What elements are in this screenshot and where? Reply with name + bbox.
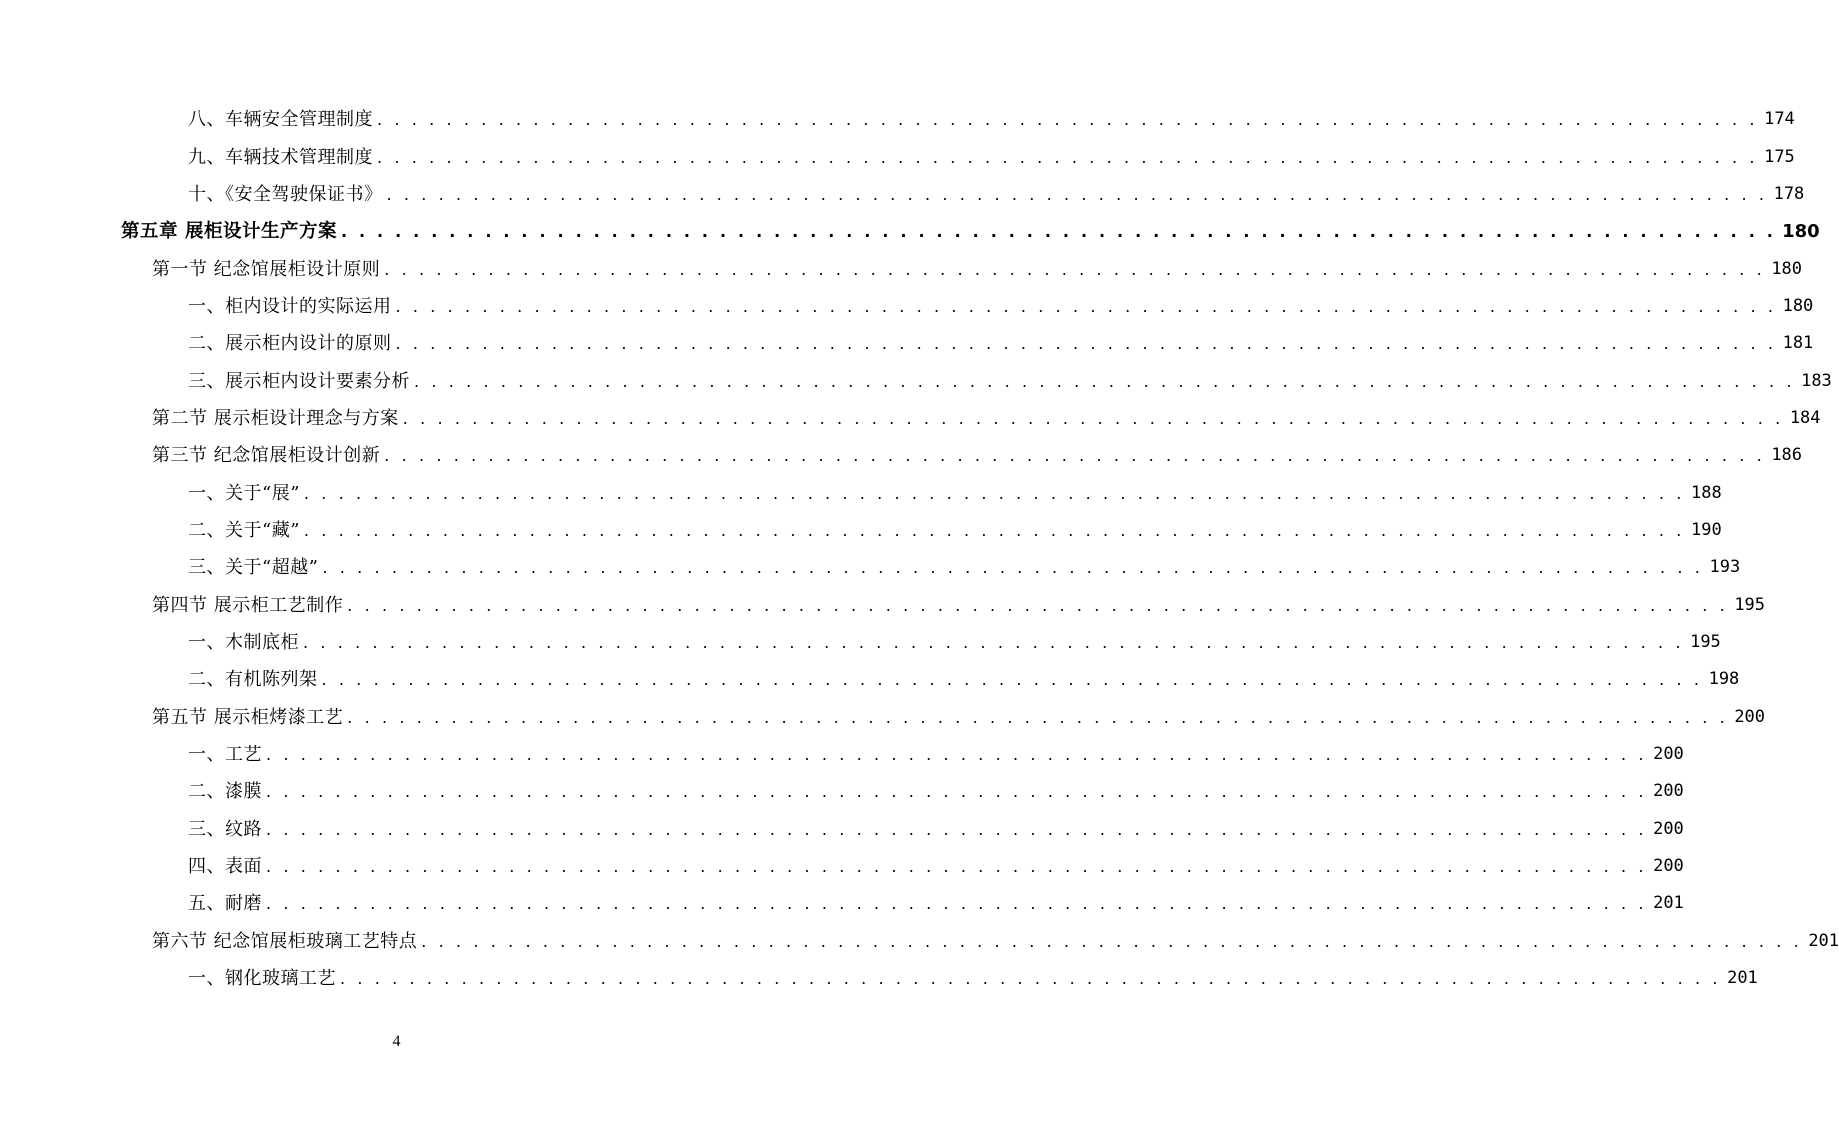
toc-dot-leader: . . . . . . . . . . . . . . . . . . . . . . . . . . . . . . . . . . . . . . . . . . . . . . . . . . . . . . . . . . . . . . . . . . . . . . . . . . . . . . . .	[303, 520, 1685, 540]
toc-section-entry[interactable]	[0, 250, 1803, 287]
toc-dot-leader: . . . . . . . . . . . . . . . . . . . . . . . . . . . . . . . . . . . . . . . . . . . . . . . . . . . . . . . . . . . . . . . . . . . . . . . . . . . . . . . .	[340, 969, 1722, 989]
toc-dot-leader: . . . . . . . . . . . . . . . . . . . . . . . . . . . . . . . . . . . . . . . . . . . . . . . . . . . . . . . . . . . . . . . . . . . . . . . . . . . . . . . .	[377, 147, 1759, 167]
toc-subsection-entry[interactable]	[0, 885, 1684, 922]
toc-subsection-entry[interactable]	[0, 624, 1721, 661]
toc-entry-page: 181	[1782, 333, 1814, 354]
toc-entry-title: 二、展示柜内设计的原则	[188, 333, 392, 355]
toc-entry-title: 十、《安全驾驶保证书》	[188, 183, 383, 205]
toc-entry-title: 第二节 展示柜设计理念与方案	[152, 407, 399, 429]
toc-entry-title: 二、漆膜	[188, 781, 262, 803]
toc-dot-leader: . . . . . . . . . . . . . . . . . . . . . . . . . . . . . . . . . . . . . . . . . . . . . . . . . . . . . . . . . . . . . . . . . . . . . . . . . . . . . . . .	[377, 110, 1759, 130]
toc-entry-page: 200	[1653, 856, 1684, 877]
toc-entry-page: 190	[1690, 519, 1722, 540]
toc-section-entry[interactable]	[0, 437, 1803, 474]
toc-entry-title: 三、展示柜内设计要素分析	[188, 370, 410, 392]
toc-section-entry[interactable]	[0, 400, 1821, 437]
toc-entry-page: 201	[1653, 893, 1684, 914]
toc-subsection-entry[interactable]	[0, 138, 1795, 175]
toc-entry-page: 183	[1801, 370, 1832, 391]
toc-dot-leader: . . . . . . . . . . . . . . . . . . . . . . . . . . . . . . . . . . . . . . . . . . . . . . . . . . . . . . . . . . . . . . . . . . . . . . . . . . . . . . . .	[395, 296, 1777, 316]
toc-dot-leader: . . . . . . . . . . . . . . . . . . . . . . . . . . . . . . . . . . . . . . . . . . . . . . . . . . . . . . . . . . . . . . . . . . . . . . . . . . . . . . . .	[386, 184, 1768, 204]
toc-dot-leader: . . . . . . . . . . . . . . . . . . . . . . . . . . . . . . . . . . . . . . . . . . . . . . . . . . . . . . . . . . . . . . . . . . . . . . . . . . . . . . . .	[347, 707, 1729, 727]
toc-entry-page: 175	[1764, 146, 1795, 167]
toc-dot-leader: . . . . . . . . . . . . . . . . . . . . . . . . . . . . . . . . . . . . . . . . . . . . . . . . . . . . . . . . . . . . . . . . . . . . . . . . . . . . . . . .	[384, 259, 1766, 279]
toc-dot-leader: . . . . . . . . . . . . . . . . . . . . . . . . . . . . . . . . . . . . . . . . . . . . . . . . . . . . . . . . . . . . . . . . . . . . . . . . . . . . . . . .	[266, 894, 1648, 914]
toc-dot-leader: . . . . . . . . . . . . . . . . . . . . . . . . . . . . . . . . . . . . . . . . . . . . . . . . . . . . . . . . . . . . . . . . . . . . . . . . . . . . . . . .	[347, 595, 1729, 615]
toc-dot-leader: . . . . . . . . . . . . . . . . . . . . . . . . . . . . . . . . . . . . . . . . . . . . . . . . . . . . . . . . . . . . . . . . . . . . . . . . . . . . . . . .	[414, 371, 1796, 391]
table-of-contents	[0, 101, 1839, 997]
toc-entry-title: 一、钢化玻璃工艺	[188, 968, 336, 990]
toc-entry-page: 198	[1708, 669, 1740, 690]
toc-entry-title: 第一节 纪念馆展柜设计原则	[152, 258, 381, 280]
toc-subsection-entry[interactable]	[0, 549, 1741, 586]
toc-entry-title: 四、表面	[188, 856, 262, 878]
toc-entry-page: 178	[1773, 183, 1805, 204]
toc-section-entry[interactable]	[0, 923, 1839, 960]
toc-entry-page: 200	[1653, 781, 1684, 802]
toc-entry-page: 201	[1727, 968, 1758, 989]
toc-entry-page: 201	[1808, 930, 1839, 951]
toc-entry-title: 九、车辆技术管理制度	[188, 146, 373, 168]
toc-subsection-entry[interactable]	[0, 474, 1722, 511]
toc-dot-leader: . . . . . . . . . . . . . . . . . . . . . . . . . . . . . . . . . . . . . . . . . . . . . . . . . . . . . . . . . . . . . . . . . . . . . . . . . . . . . . . .	[266, 857, 1648, 877]
toc-entry-title: 第五章 展柜设计生产方案	[121, 221, 337, 243]
toc-entry-title: 第五节 展示柜烤漆工艺	[152, 706, 344, 728]
toc-subsection-entry[interactable]	[0, 661, 1740, 698]
toc-entry-title: 一、工艺	[188, 744, 262, 766]
toc-dot-leader: . . . . . . . . . . . . . . . . . . . . . . . . . . . . . . . . . . . . . . . . . . . . . . . . . . . . . . . . . . . . . . . . . . . . . . . . . . . . . . . .	[395, 334, 1777, 354]
toc-subsection-entry[interactable]	[0, 811, 1684, 848]
toc-entry-page: 195	[1734, 594, 1766, 615]
toc-entry-title: 一、关于“展”	[188, 482, 300, 504]
toc-entry-title: 一、柜内设计的实际运用	[188, 295, 392, 317]
toc-entry-title: 二、有机陈列架	[188, 669, 318, 691]
toc-dot-leader: . . . . . . . . . . . . . . . . . . . . . . . . . . . . . . . . . . . . . . . . . . . . . . . . . . . . . . . . . . . . . . . . . . . . . . . . . . . . . . . .	[322, 558, 1704, 578]
toc-subsection-entry[interactable]	[0, 736, 1684, 773]
toc-dot-leader: . . . . . . . . . . . . . . . . . . . . . . . . . . . . . . . . . . . . . . . . . . . . . . . . . . . . . . . . . . . . . . . . . . . . . . . . . . . . . . . .	[340, 222, 1777, 242]
toc-dot-leader: . . . . . . . . . . . . . . . . . . . . . . . . . . . . . . . . . . . . . . . . . . . . . . . . . . . . . . . . . . . . . . . . . . . . . . . . . . . . . . . .	[321, 670, 1703, 690]
toc-entry-page: 186	[1771, 445, 1803, 466]
page-number: 4	[392, 1033, 401, 1050]
toc-entry-page: 200	[1653, 818, 1684, 839]
toc-entry-title: 一、木制底柜	[188, 631, 299, 653]
toc-dot-leader: . . . . . . . . . . . . . . . . . . . . . . . . . . . . . . . . . . . . . . . . . . . . . . . . . . . . . . . . . . . . . . . . . . . . . . . . . . . . . . . .	[303, 632, 1685, 652]
toc-section-entry[interactable]	[0, 699, 1766, 736]
toc-dot-leader: . . . . . . . . . . . . . . . . . . . . . . . . . . . . . . . . . . . . . . . . . . . . . . . . . . . . . . . . . . . . . . . . . . . . . . . . . . . . . . . .	[266, 782, 1648, 802]
toc-entry-page: 180	[1782, 221, 1820, 243]
toc-entry-page: 184	[1789, 407, 1821, 428]
toc-entry-title: 二、关于“藏”	[188, 519, 300, 541]
toc-entry-title: 八、车辆安全管理制度	[188, 109, 373, 131]
toc-entry-page: 188	[1690, 482, 1722, 503]
toc-entry-page: 180	[1771, 258, 1803, 279]
toc-subsection-entry[interactable]	[0, 288, 1814, 325]
toc-dot-leader: . . . . . . . . . . . . . . . . . . . . . . . . . . . . . . . . . . . . . . . . . . . . . . . . . . . . . . . . . . . . . . . . . . . . . . . . . . . . . . . .	[266, 745, 1648, 765]
toc-entry-page: 200	[1734, 706, 1766, 727]
toc-entry-page: 180	[1782, 295, 1814, 316]
toc-entry-page: 193	[1709, 557, 1741, 578]
toc-dot-leader: . . . . . . . . . . . . . . . . . . . . . . . . . . . . . . . . . . . . . . . . . . . . . . . . . . . . . . . . . . . . . . . . . . . . . . . . . . . . . . . .	[402, 408, 1784, 428]
toc-entry-page: 195	[1690, 631, 1721, 652]
toc-subsection-entry[interactable]	[0, 848, 1684, 885]
toc-dot-leader: . . . . . . . . . . . . . . . . . . . . . . . . . . . . . . . . . . . . . . . . . . . . . . . . . . . . . . . . . . . . . . . . . . . . . . . . . . . . . . . .	[303, 483, 1685, 503]
toc-subsection-entry[interactable]	[0, 512, 1722, 549]
toc-entry-title: 第三节 纪念馆展柜设计创新	[152, 445, 381, 467]
toc-section-entry[interactable]	[0, 586, 1766, 623]
toc-subsection-entry[interactable]	[0, 176, 1805, 213]
toc-entry-title: 三、关于“超越”	[188, 557, 319, 579]
toc-entry-page: 200	[1653, 744, 1684, 765]
toc-entry-title: 三、纹路	[188, 818, 262, 840]
toc-chapter-entry[interactable]	[0, 213, 1820, 250]
toc-subsection-entry[interactable]	[0, 773, 1684, 810]
toc-dot-leader: . . . . . . . . . . . . . . . . . . . . . . . . . . . . . . . . . . . . . . . . . . . . . . . . . . . . . . . . . . . . . . . . . . . . . . . . . . . . . . . .	[266, 819, 1648, 839]
toc-entry-title: 五、耐磨	[188, 893, 262, 915]
toc-subsection-entry[interactable]	[0, 101, 1795, 138]
toc-dot-leader: . . . . . . . . . . . . . . . . . . . . . . . . . . . . . . . . . . . . . . . . . . . . . . . . . . . . . . . . . . . . . . . . . . . . . . . . . . . . . . . .	[384, 446, 1766, 466]
toc-entry-page: 174	[1764, 109, 1795, 130]
toc-dot-leader: . . . . . . . . . . . . . . . . . . . . . . . . . . . . . . . . . . . . . . . . . . . . . . . . . . . . . . . . . . . . . . . . . . . . . . . . . . . . . . . .	[421, 931, 1803, 951]
toc-subsection-entry[interactable]	[0, 362, 1832, 399]
toc-entry-title: 第四节 展示柜工艺制作	[152, 594, 344, 616]
toc-subsection-entry[interactable]	[0, 325, 1814, 362]
toc-subsection-entry[interactable]	[0, 960, 1758, 997]
toc-entry-title: 第六节 纪念馆展柜玻璃工艺特点	[152, 930, 418, 952]
